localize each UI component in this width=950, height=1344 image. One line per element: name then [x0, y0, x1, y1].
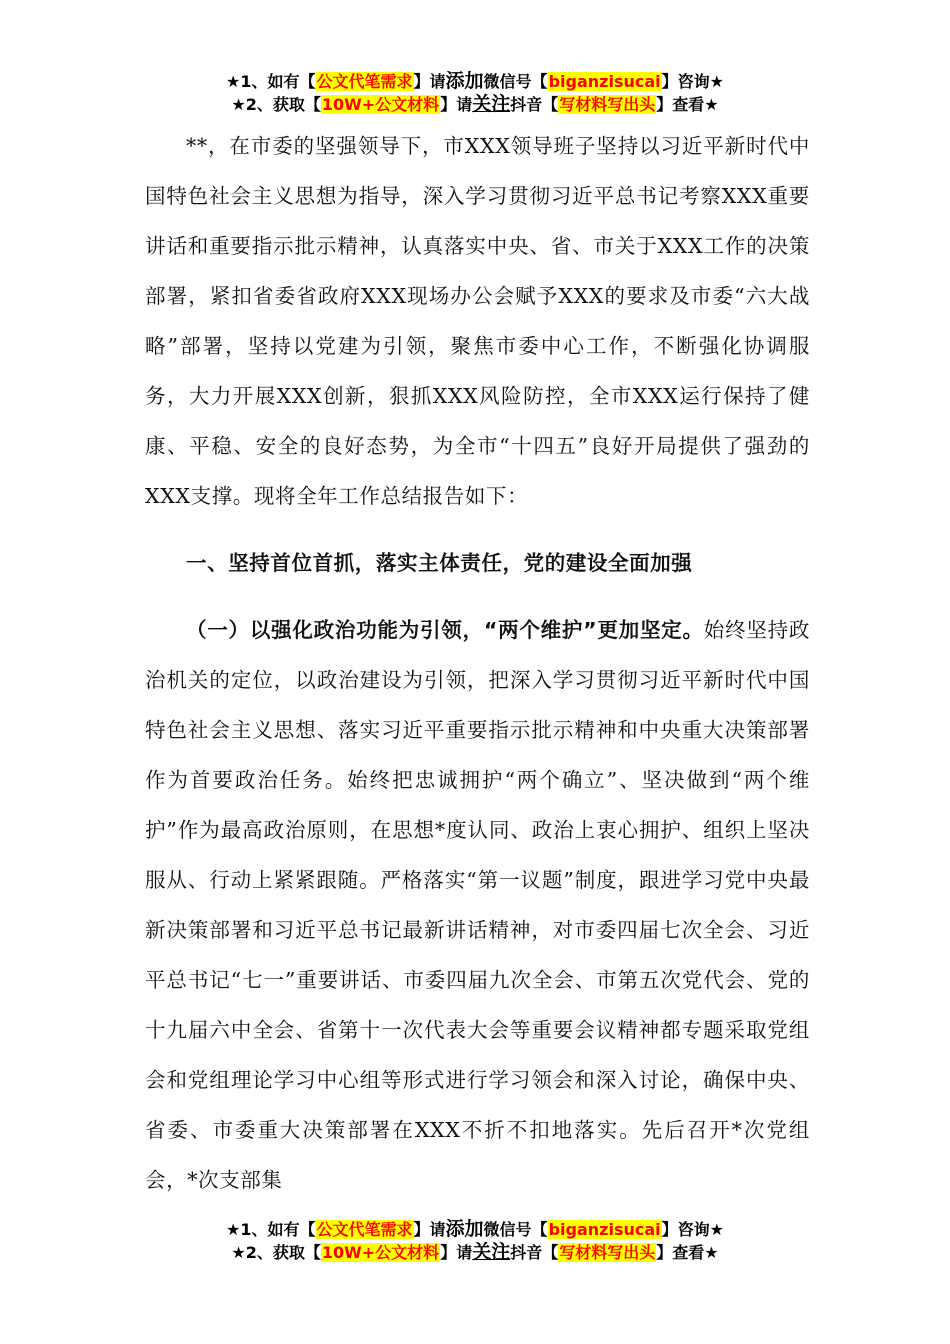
- promo-douyin-id: 写材料写出头: [559, 95, 656, 114]
- promo-highlight: 公文代笔需求: [316, 72, 413, 91]
- intro-paragraph: **，在市委的坚强领导下，市XXX领导班子坚持以习近平新时代中国特色社会主义思想为指导，深入学习贯彻习近平总书记考察XXX重要讲话和重要指示批示精神，认真落实中央、省、市关于XXX工作的决策部署，紧扣省委省政府XXX现场办公会赋予XXX的要求及市委“六大战略”部署，坚持以党建为引领，聚焦市委中心工作，不断强化协调服务，大力开展XXX创新，狠抓XXX风险防控，全市XXX运行保持了健康、平稳、安全的良好态势，为全市“十四五”良好开局提供了强劲的XXX支撑。现将全年工作总结报告如下：: [145, 134, 810, 508]
- subsection-text: 始终坚持政治机关的定位，以政治建设为引领，把深入学习贯彻习近平新时代中国特色社会主义思想、落实习近平重要指示批示精神和中央重大决策部署作为首要政治任务。始终把忠诚拥护“两个确立”、坚决做到“两个维护”作为最高政治原则，在思想*度认同、政治上衷心拥护、组织上坚决服从、行动上紧紧跟随。严格落实“第一议题”制度，跟进学习党中央最新决策部署和习近平总书记最新讲话精神，对市委四届七次全会、习近平总书记“七一”重要讲话、市委四届九次全会、市第五次党代会、党的十九届六中全会、省第十一次代表大会等重要会议精神都专题采取党组会和党组理论学习中心组等形式进行学习领会和深入讨论，确保中央、省委、市委重大决策部署在XXX不折不扣地落实。先后召开*次党组会，*次支部集: [145, 618, 810, 1192]
- bottom-promo-banner: [0, 1218, 950, 1264]
- promo-wechat-id: biganzisucai: [548, 1220, 661, 1239]
- promo-emphasis: 添加: [445, 70, 484, 92]
- promo-prefix: ★2、获取【: [231, 1243, 321, 1262]
- promo-text: 微信号【: [483, 72, 548, 91]
- promo-emphasis: 关注: [472, 1241, 511, 1263]
- section-heading: 一、坚持首位首抓，落实主体责任，党的建设全面加强: [186, 551, 693, 575]
- promo-highlight: 10W+公文材料: [321, 1243, 440, 1262]
- promo-prefix: ★1、如有【: [226, 72, 316, 91]
- promo-douyin-id: 写材料写出头: [559, 1243, 656, 1262]
- promo-text: 】请: [413, 1220, 446, 1239]
- promo-suffix: 】查看★: [656, 95, 719, 114]
- promo-text: 】请: [440, 95, 473, 114]
- promo-emphasis: 关注: [472, 93, 511, 115]
- promo-line-1: [0, 1218, 950, 1241]
- document-body: [145, 121, 810, 1205]
- promo-text: 抖音【: [510, 1243, 559, 1262]
- promo-suffix: 】咨询★: [661, 72, 724, 91]
- top-promo-banner: [0, 70, 950, 116]
- promo-prefix: ★1、如有【: [226, 1220, 316, 1239]
- promo-line-1: [0, 70, 950, 93]
- promo-suffix: 】查看★: [656, 1243, 719, 1262]
- promo-text: 】请: [413, 72, 446, 91]
- promo-suffix: 】咨询★: [661, 1220, 724, 1239]
- promo-line-2: [0, 1241, 950, 1264]
- promo-highlight: 10W+公文材料: [321, 95, 440, 114]
- promo-prefix: ★2、获取【: [231, 95, 321, 114]
- subsection-paragraph: [145, 605, 810, 1205]
- promo-line-2: [0, 93, 950, 116]
- promo-emphasis: 添加: [445, 1218, 484, 1240]
- promo-wechat-id: biganzisucai: [548, 72, 661, 91]
- promo-text: 微信号【: [483, 1220, 548, 1239]
- promo-highlight: 公文代笔需求: [316, 1220, 413, 1239]
- promo-text: 抖音【: [510, 95, 559, 114]
- subsection-title: （一）以强化政治功能为引领，“两个维护”更加坚定。: [186, 618, 704, 642]
- promo-text: 】请: [440, 1243, 473, 1262]
